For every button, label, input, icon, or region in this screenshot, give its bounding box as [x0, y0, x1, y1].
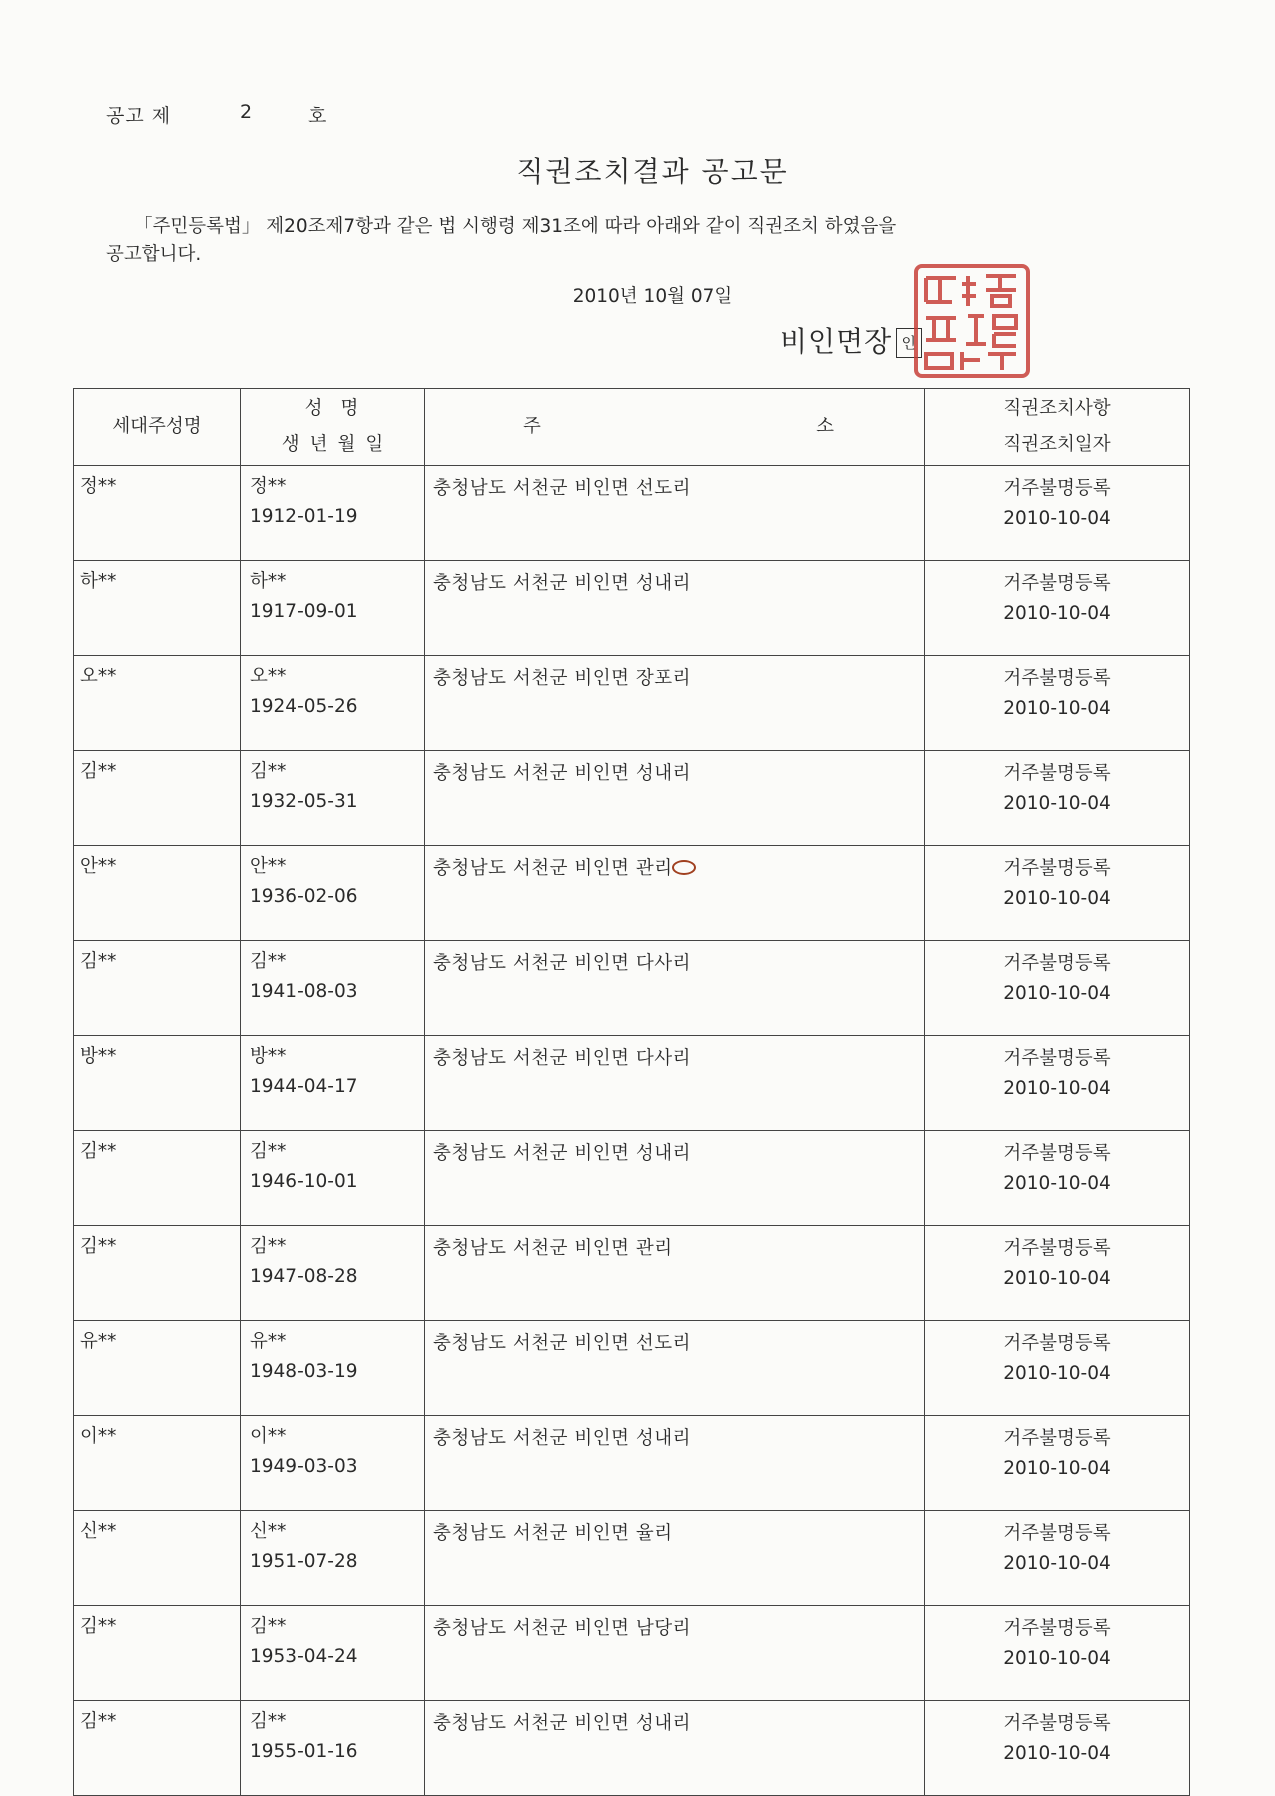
address-text: 충청남도 서천군 비인면 선도리 — [433, 478, 691, 499]
action-date: 2010-10-04 — [1003, 698, 1111, 719]
table-row — [74, 941, 1190, 1036]
cell-name-birth — [241, 846, 425, 941]
action-date: 2010-10-04 — [1003, 983, 1111, 1004]
cell-action — [925, 1416, 1190, 1511]
cell-address — [425, 1131, 925, 1226]
header-address — [425, 389, 925, 466]
cell-action — [925, 561, 1190, 656]
table-row — [74, 1321, 1190, 1416]
header-address-left: 주 — [523, 416, 541, 437]
cell-householder — [74, 1701, 241, 1796]
householder-name: 안** — [80, 856, 117, 877]
householder-name: 김** — [80, 1616, 117, 1637]
action-type: 거주불명등록 — [1003, 478, 1111, 499]
cell-name-birth — [241, 1131, 425, 1226]
notice-date: 2010년 10월 07일 — [572, 286, 733, 307]
cell-action — [925, 1036, 1190, 1131]
notice-number-label: 공고 제 — [106, 105, 172, 127]
address-text: 충청남도 서천군 비인면 남당리 — [433, 1618, 691, 1639]
signer-title: 비인면장 — [780, 325, 893, 358]
cell-name-birth — [241, 466, 425, 561]
address-text: 충청남도 서천군 비인면 성내리 — [433, 1428, 691, 1449]
person-name: 정** — [250, 476, 287, 497]
records-table — [73, 388, 1190, 1796]
person-name: 김** — [250, 1711, 287, 1732]
table-row — [74, 656, 1190, 751]
cell-householder — [74, 1226, 241, 1321]
person-name: 하** — [250, 571, 287, 592]
action-date: 2010-10-04 — [1003, 1363, 1111, 1384]
cell-action — [925, 466, 1190, 561]
householder-name: 하** — [80, 571, 117, 592]
householder-name: 방** — [80, 1046, 117, 1067]
cell-address — [425, 1701, 925, 1796]
cell-action — [925, 1226, 1190, 1321]
birth-date: 1953-04-24 — [250, 1646, 358, 1667]
cell-address — [425, 656, 925, 751]
table-row — [74, 466, 1190, 561]
address-text: 충청남도 서천군 비인면 다사리 — [433, 1048, 691, 1069]
table-row — [74, 1511, 1190, 1606]
action-date: 2010-10-04 — [1003, 1648, 1111, 1669]
person-name: 김** — [250, 951, 287, 972]
notice-number — [106, 101, 328, 128]
birth-date: 1912-01-19 — [250, 506, 358, 527]
seal-mark-box: 인 — [896, 328, 922, 358]
action-date: 2010-10-04 — [1003, 793, 1111, 814]
cell-address — [425, 941, 925, 1036]
address-text: 충청남도 서천군 비인면 성내리 — [433, 573, 691, 594]
householder-name: 김** — [80, 761, 117, 782]
birth-date: 1955-01-16 — [250, 1741, 358, 1762]
cell-name-birth — [241, 1226, 425, 1321]
householder-name: 김** — [80, 1236, 117, 1257]
cell-name-birth — [241, 1606, 425, 1701]
address-text: 충청남도 서천군 비인면 선도리 — [433, 1333, 691, 1354]
table-row — [74, 1226, 1190, 1321]
cell-name-birth — [241, 1701, 425, 1796]
address-text: 충청남도 서천군 비인면 관리 — [433, 1238, 673, 1259]
cell-name-birth — [241, 1416, 425, 1511]
table-row — [74, 751, 1190, 846]
action-type: 거주불명등록 — [1003, 1143, 1111, 1164]
cell-name-birth — [241, 1036, 425, 1131]
cell-address — [425, 1511, 925, 1606]
official-seal-stamp — [912, 262, 1032, 380]
action-date: 2010-10-04 — [1003, 1268, 1111, 1289]
householder-name: 김** — [80, 1141, 117, 1162]
address-text: 충청남도 서천군 비인면 성내리 — [433, 763, 691, 784]
person-name: 김** — [250, 1236, 287, 1257]
cell-address — [425, 561, 925, 656]
householder-name: 김** — [80, 1711, 117, 1732]
header-name: 성명 — [304, 398, 377, 419]
cell-householder — [74, 1321, 241, 1416]
header-householder: 세대주성명 — [74, 389, 241, 466]
cell-action — [925, 1701, 1190, 1796]
person-name: 유** — [250, 1331, 287, 1352]
address-text: 충청남도 서천군 비인면 성내리 — [433, 1143, 691, 1164]
person-name: 오** — [250, 666, 287, 687]
action-date: 2010-10-04 — [1003, 1553, 1111, 1574]
address-text: 충청남도 서천군 비인면 다사리 — [433, 953, 691, 974]
header-action — [925, 389, 1190, 466]
birth-date: 1944-04-17 — [250, 1076, 358, 1097]
cell-action — [925, 1321, 1190, 1416]
cell-householder — [74, 846, 241, 941]
action-date: 2010-10-04 — [1003, 1078, 1111, 1099]
action-type: 거주불명등록 — [1003, 1713, 1111, 1734]
householder-name: 신** — [80, 1521, 117, 1542]
cell-householder — [74, 1416, 241, 1511]
person-name: 김** — [250, 1616, 287, 1637]
birth-date: 1917-09-01 — [250, 601, 358, 622]
document-title: 직권조치결과 공고문 — [516, 155, 789, 188]
signer — [780, 320, 922, 360]
birth-date: 1947-08-28 — [250, 1266, 358, 1287]
cell-householder — [74, 941, 241, 1036]
table-row — [74, 1036, 1190, 1131]
birth-date: 1948-03-19 — [250, 1361, 358, 1382]
cell-householder — [74, 561, 241, 656]
person-name: 방** — [250, 1046, 287, 1067]
header-action-type: 직권조치사항 — [1003, 398, 1111, 419]
notice-number-suffix: 호 — [308, 105, 328, 127]
birth-date: 1946-10-01 — [250, 1171, 358, 1192]
table-body — [74, 466, 1190, 1796]
cell-address — [425, 1321, 925, 1416]
address-text: 충청남도 서천군 비인면 장포리 — [433, 668, 691, 689]
birth-date: 1951-07-28 — [250, 1551, 358, 1572]
action-type: 거주불명등록 — [1003, 1238, 1111, 1259]
householder-name: 김** — [80, 951, 117, 972]
cell-action — [925, 751, 1190, 846]
table-row — [74, 561, 1190, 656]
cell-action — [925, 1131, 1190, 1226]
cell-householder — [74, 1511, 241, 1606]
cell-name-birth — [241, 1511, 425, 1606]
action-date: 2010-10-04 — [1003, 1458, 1111, 1479]
cell-action — [925, 846, 1190, 941]
table-row — [74, 1701, 1190, 1796]
cell-name-birth — [241, 1321, 425, 1416]
person-name: 이** — [250, 1426, 287, 1447]
birth-date: 1924-05-26 — [250, 696, 358, 717]
cell-address — [425, 846, 925, 941]
action-type: 거주불명등록 — [1003, 763, 1111, 784]
notice-number-value: 2 — [240, 101, 254, 123]
cell-address — [425, 751, 925, 846]
cell-householder — [74, 1131, 241, 1226]
person-name: 안** — [250, 856, 287, 877]
cell-householder — [74, 751, 241, 846]
action-type: 거주불명등록 — [1003, 858, 1111, 879]
person-name: 김** — [250, 1141, 287, 1162]
action-date: 2010-10-04 — [1003, 1743, 1111, 1764]
action-type: 거주불명등록 — [1003, 1618, 1111, 1639]
cell-name-birth — [241, 561, 425, 656]
person-name: 김** — [250, 761, 287, 782]
notice-body-line-2: 공고합니다. — [106, 244, 202, 265]
action-type: 거주불명등록 — [1003, 668, 1111, 689]
cell-householder — [74, 1606, 241, 1701]
cell-name-birth — [241, 941, 425, 1036]
cell-address — [425, 1036, 925, 1131]
action-type: 거주불명등록 — [1003, 1523, 1111, 1544]
householder-name: 오** — [80, 666, 117, 687]
action-type: 거주불명등록 — [1003, 1048, 1111, 1069]
table-row — [74, 846, 1190, 941]
cell-householder — [74, 656, 241, 751]
action-date: 2010-10-04 — [1003, 603, 1111, 624]
notice-body — [106, 213, 1096, 269]
table-row — [74, 1416, 1190, 1511]
householder-name: 유** — [80, 1331, 117, 1352]
householder-name: 정** — [80, 476, 117, 497]
birth-date: 1936-02-06 — [250, 886, 358, 907]
address-text: 충청남도 서천군 비인면 관리 — [433, 858, 673, 879]
cell-address — [425, 466, 925, 561]
action-type: 거주불명등록 — [1003, 953, 1111, 974]
action-type: 거주불명등록 — [1003, 1428, 1111, 1449]
address-text: 충청남도 서천군 비인면 성내리 — [433, 1713, 691, 1734]
cell-name-birth — [241, 656, 425, 751]
action-date: 2010-10-04 — [1003, 1173, 1111, 1194]
table-row — [74, 1131, 1190, 1226]
header-action-date: 직권조치일자 — [1003, 434, 1111, 455]
table-row — [74, 1606, 1190, 1701]
notice-body-line-1: 「주민등록법」 제20조제7항과 같은 법 시행령 제31조에 따라 아래와 같이 직권조치 하였음을 — [134, 216, 897, 237]
birth-date: 1949-03-03 — [250, 1456, 358, 1477]
action-date: 2010-10-04 — [1003, 888, 1111, 909]
cell-address — [425, 1606, 925, 1701]
action-type: 거주불명등록 — [1003, 1333, 1111, 1354]
cell-name-birth — [241, 751, 425, 846]
header-name-birth — [241, 389, 425, 466]
cell-action — [925, 941, 1190, 1036]
header-address-right: 소 — [816, 416, 834, 437]
cell-address — [425, 1226, 925, 1321]
address-text: 충청남도 서천군 비인면 율리 — [433, 1523, 673, 1544]
person-name: 신** — [250, 1521, 287, 1542]
householder-name: 이** — [80, 1426, 117, 1447]
birth-date: 1941-08-03 — [250, 981, 358, 1002]
cell-action — [925, 1606, 1190, 1701]
cell-householder — [74, 466, 241, 561]
birth-date: 1932-05-31 — [250, 791, 358, 812]
table-header-row — [74, 389, 1190, 466]
cell-action — [925, 1511, 1190, 1606]
cell-householder — [74, 1036, 241, 1131]
header-birth: 생년월일 — [281, 434, 394, 455]
action-date: 2010-10-04 — [1003, 508, 1111, 529]
action-type: 거주불명등록 — [1003, 573, 1111, 594]
cell-address — [425, 1416, 925, 1511]
cell-action — [925, 656, 1190, 751]
